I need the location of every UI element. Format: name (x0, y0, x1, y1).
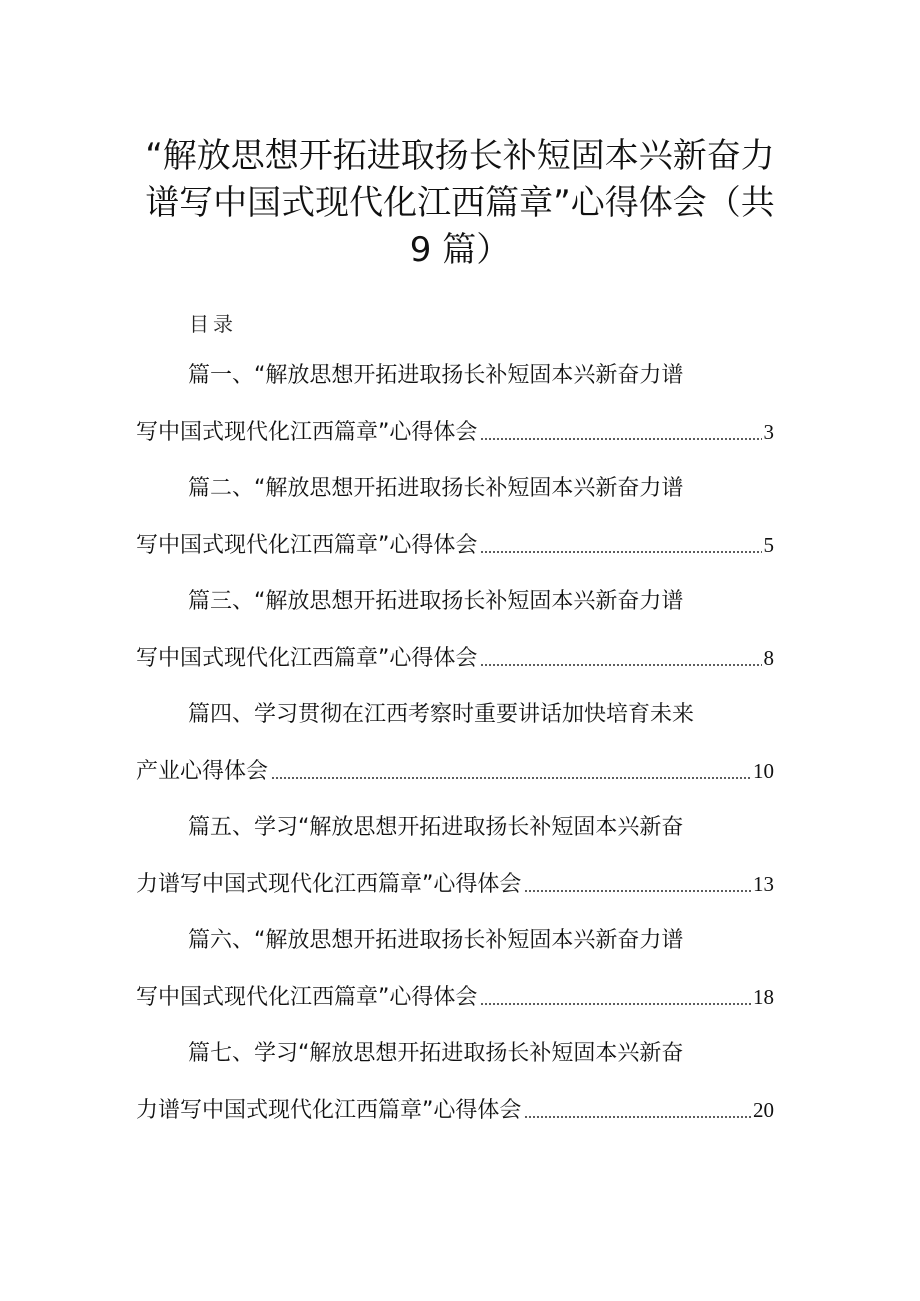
toc-entry-title: 篇七、学习“解放思想开拓进取扬长补短固本兴新奋 (188, 1041, 684, 1066)
toc-entry-2[interactable] (0, 469, 920, 579)
toc-entry-3[interactable] (0, 582, 920, 692)
toc-entry-title-continued: 写中国式现代化江西篇章”心得体会 (136, 985, 478, 1010)
toc-page-number: 10 (753, 759, 774, 783)
toc-heading: 目录 (189, 312, 237, 336)
toc-entry-title-continued: 写中国式现代化江西篇章”心得体会 (136, 420, 478, 445)
document-title: “解放思想开拓进取扬长补短固本兴新奋力谱写中国式现代化江西篇章”心得体会（共 9 篇） (145, 136, 775, 270)
toc-entry-continuation (136, 638, 774, 678)
toc-entry-title: 篇六、“解放思想开拓进取扬长补短固本兴新奋力谱 (188, 928, 684, 953)
dot-leader (524, 1105, 751, 1119)
toc-entry-title: 篇一、“解放思想开拓进取扬长补短固本兴新奋力谱 (188, 363, 684, 388)
toc-entry-title: 篇四、学习贯彻在江西考察时重要讲话加快培育未来 (188, 702, 695, 727)
dot-leader (524, 879, 751, 893)
toc-entry-title: 篇五、学习“解放思想开拓进取扬长补短固本兴新奋 (188, 815, 684, 840)
toc-entry-title-continued: 力谱写中国式现代化江西篇章”心得体会 (136, 1098, 522, 1123)
toc-entry-title-continued: 写中国式现代化江西篇章”心得体会 (136, 533, 478, 558)
toc-entry-continuation (136, 1090, 774, 1130)
toc-page-number: 5 (763, 533, 774, 557)
toc-entry-title-continued: 写中国式现代化江西篇章”心得体会 (136, 646, 478, 671)
toc-page-number: 3 (763, 420, 774, 444)
dot-leader (480, 653, 761, 667)
dot-leader (480, 992, 751, 1006)
toc-entry-5[interactable] (0, 808, 920, 918)
toc-entry-6[interactable] (0, 921, 920, 1031)
toc-page-number: 20 (753, 1098, 774, 1122)
toc-entry-title: 篇三、“解放思想开拓进取扬长补短固本兴新奋力谱 (188, 589, 684, 614)
toc-entry-4[interactable] (0, 695, 920, 805)
dot-leader (271, 766, 751, 780)
toc-page-number: 13 (753, 872, 774, 896)
toc-entry-continuation (136, 412, 774, 452)
toc-entry-title-continued: 产业心得体会 (136, 759, 269, 784)
toc-entry-continuation (136, 864, 774, 904)
toc-entry-1[interactable] (0, 356, 920, 466)
toc-page-number: 8 (763, 646, 774, 670)
toc-entry-continuation (136, 751, 774, 791)
toc-page-number: 18 (753, 985, 774, 1009)
toc-entry-continuation (136, 525, 774, 565)
toc-entry-title: 篇二、“解放思想开拓进取扬长补短固本兴新奋力谱 (188, 476, 684, 501)
toc-entry-7[interactable] (0, 1034, 920, 1144)
toc-entry-continuation (136, 977, 774, 1017)
dot-leader (480, 540, 761, 554)
toc-entry-title-continued: 力谱写中国式现代化江西篇章”心得体会 (136, 872, 522, 897)
dot-leader (480, 427, 761, 441)
